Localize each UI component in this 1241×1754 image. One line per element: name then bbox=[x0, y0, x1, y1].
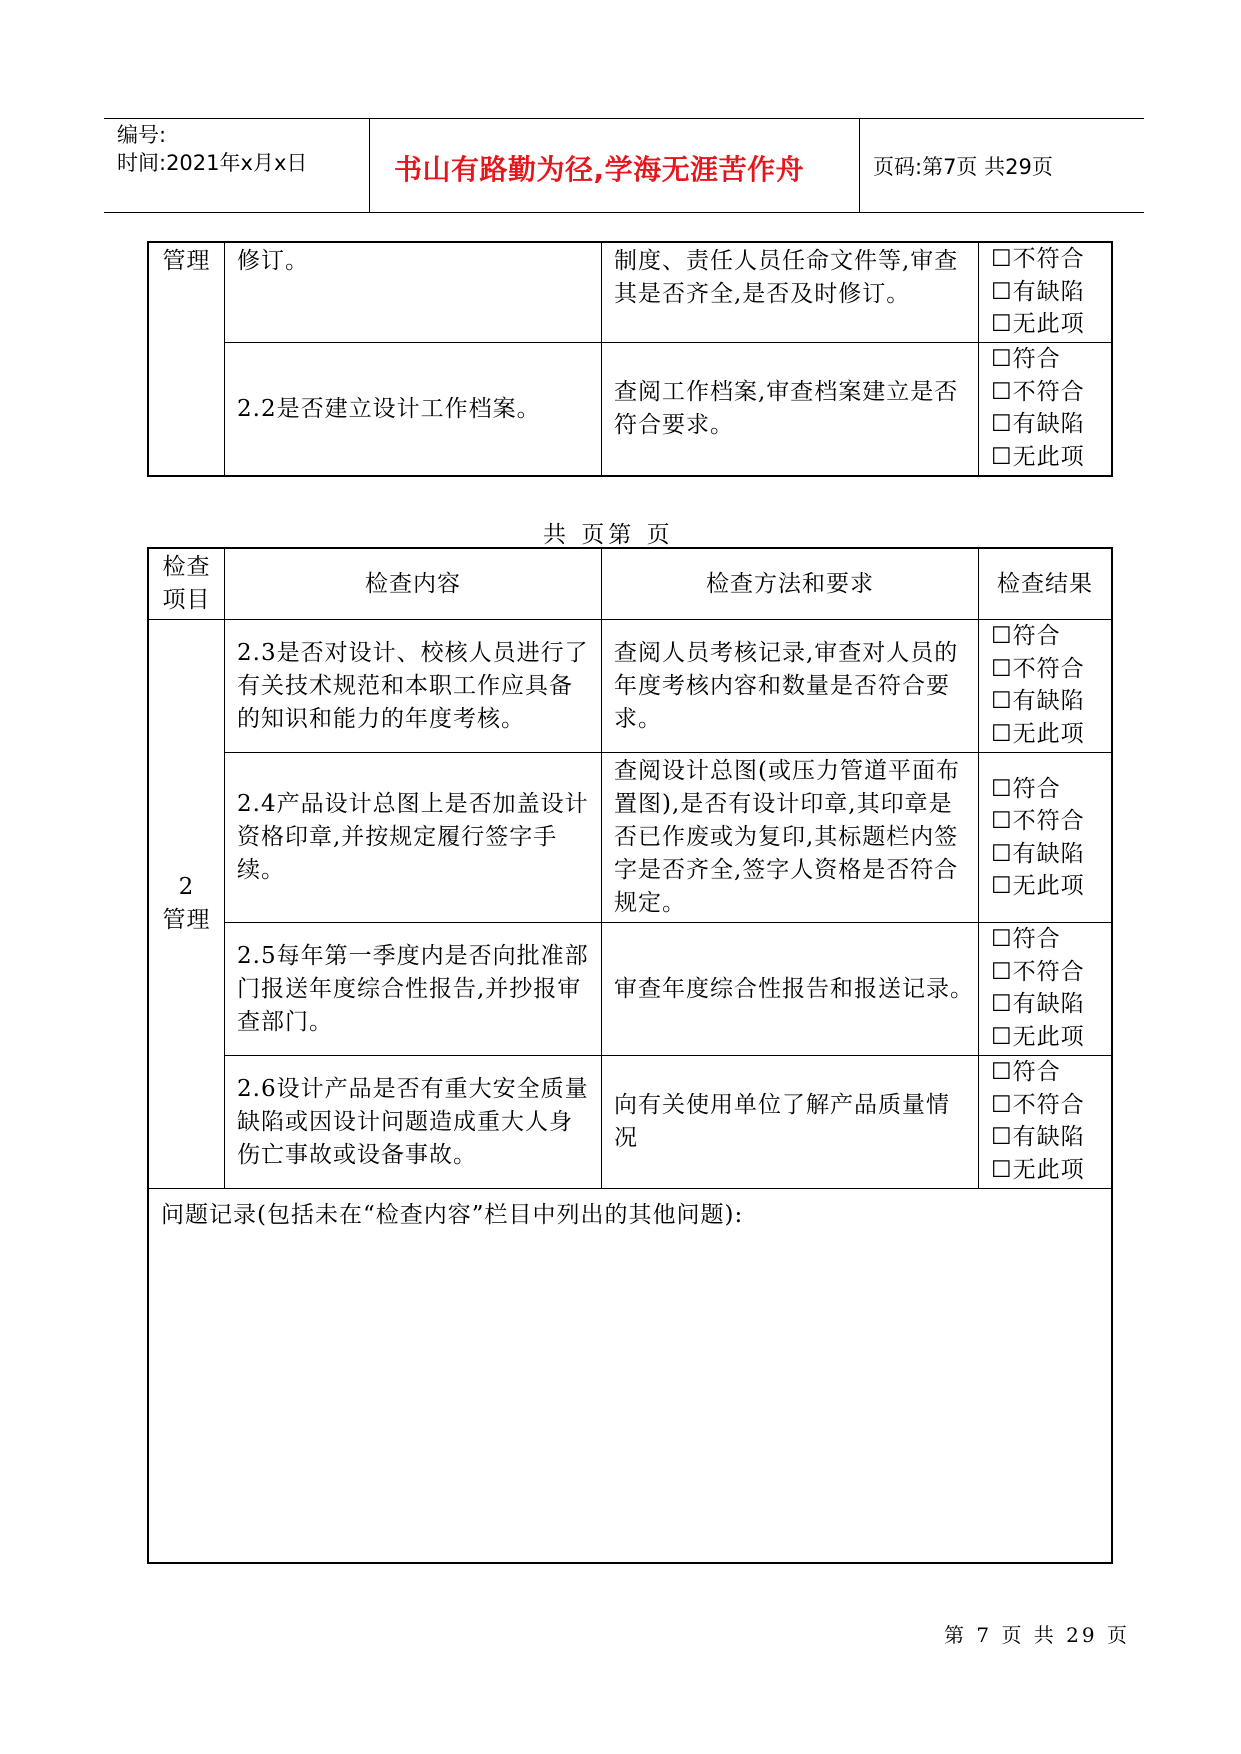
checkbox-option-noncompliant[interactable]: ☐不符合 bbox=[991, 958, 1085, 985]
table-row bbox=[149, 753, 1112, 923]
table-row bbox=[149, 1056, 1112, 1189]
checkbox-option-na[interactable]: ☐无此项 bbox=[991, 1023, 1085, 1050]
header-method: 检查方法和要求 bbox=[602, 549, 979, 620]
checkbox-option-defect[interactable]: ☐有缺陷 bbox=[991, 411, 1085, 437]
document-time: 时间:2021年x月x日 bbox=[117, 151, 308, 175]
checkbox-option-na[interactable]: ☐无此项 bbox=[991, 1156, 1085, 1183]
problem-record-row bbox=[149, 1189, 1112, 1563]
item-label: 管理 bbox=[162, 907, 211, 933]
header-content: 检查内容 bbox=[225, 549, 602, 620]
method-cell: 制度、责任人员任命文件等,审查其是否齐全,是否及时修订。 bbox=[602, 243, 979, 343]
table-row bbox=[149, 620, 1112, 753]
checkbox-option-compliant[interactable]: ☐符合 bbox=[991, 623, 1061, 649]
result-cell bbox=[979, 343, 1112, 476]
checkbox-option-noncompliant[interactable]: ☐不符合 bbox=[991, 246, 1085, 272]
content-cell: 2.6设计产品是否有重大安全质量缺陷或因设计问题造成重大人身伤亡事故或设备事故。 bbox=[225, 1056, 602, 1189]
header-motto: 书山有路勤为径,学海无涯苦作舟 bbox=[394, 153, 805, 186]
result-cell bbox=[979, 923, 1112, 1056]
header-item: 检查项目 bbox=[149, 549, 225, 620]
content-cell: 修订。 bbox=[225, 243, 602, 343]
table-row bbox=[149, 923, 1112, 1056]
method-cell: 查阅人员考核记录,审查对人员的年度考核内容和数量是否符合要求。 bbox=[602, 620, 979, 753]
header-bottom-rule bbox=[104, 212, 1144, 213]
content-cell: 2.5每年第一季度内是否向批准部门报送年度综合性报告,并抄报审查部门。 bbox=[225, 923, 602, 1056]
checkbox-option-na[interactable]: ☐无此项 bbox=[991, 873, 1085, 899]
method-cell: 向有关使用单位了解产品质量情况 bbox=[602, 1056, 979, 1189]
header-divider-left bbox=[369, 118, 370, 213]
checkbox-option-compliant[interactable]: ☐符合 bbox=[991, 926, 1061, 952]
item-number: 2 bbox=[178, 874, 195, 900]
content-cell: 2.3是否对设计、校核人员进行了有关技术规范和本职工作应具备的知识和能力的年度考核。 bbox=[225, 620, 602, 753]
checkbox-option-na[interactable]: ☐无此项 bbox=[991, 311, 1085, 337]
table-row bbox=[149, 243, 1112, 343]
checkbox-option-noncompliant[interactable]: ☐不符合 bbox=[991, 378, 1085, 405]
checkbox-option-defect[interactable]: ☐有缺陷 bbox=[991, 1124, 1085, 1150]
table-header-row bbox=[149, 549, 1112, 620]
checkbox-option-na[interactable]: ☐无此项 bbox=[991, 720, 1085, 747]
checkbox-option-na[interactable]: ☐无此项 bbox=[991, 443, 1085, 470]
header-divider-right bbox=[859, 118, 860, 213]
item-cell: 管理 bbox=[149, 243, 225, 476]
method-cell: 查阅设计总图(或压力管道平面布置图),是否有设计印章,其印章是否已作废或为复印,其标题栏内签字是否齐全,签字人资格是否符合规定。 bbox=[602, 753, 979, 923]
result-cell bbox=[979, 1056, 1112, 1189]
table-row bbox=[149, 343, 1112, 476]
content-cell: 2.4产品设计总图上是否加盖设计资格印章,并按规定履行签字手续。 bbox=[225, 753, 602, 923]
method-cell: 查阅工作档案,审查档案建立是否符合要求。 bbox=[602, 343, 979, 476]
checkbox-option-compliant[interactable]: ☐符合 bbox=[991, 1059, 1061, 1085]
checkbox-option-defect[interactable]: ☐有缺陷 bbox=[991, 991, 1085, 1017]
result-cell bbox=[979, 243, 1112, 343]
checkbox-option-compliant[interactable]: ☐符合 bbox=[991, 346, 1061, 372]
result-cell bbox=[979, 753, 1112, 923]
header-page-info: 页码:第7页 共29页 bbox=[873, 155, 1053, 179]
checkbox-option-defect[interactable]: ☐有缺陷 bbox=[991, 688, 1085, 714]
document-number-label: 编号: bbox=[117, 123, 167, 147]
problem-record-field[interactable]: 问题记录(包括未在“检查内容”栏目中列出的其他问题): bbox=[149, 1189, 1112, 1563]
inspection-table-continued bbox=[148, 242, 1112, 476]
result-cell bbox=[979, 620, 1112, 753]
checkbox-option-defect[interactable]: ☐有缺陷 bbox=[991, 840, 1085, 867]
inspection-table bbox=[148, 548, 1112, 1563]
checkbox-option-noncompliant[interactable]: ☐不符合 bbox=[991, 655, 1085, 682]
method-cell: 审查年度综合性报告和报送记录。 bbox=[602, 923, 979, 1056]
checkbox-option-noncompliant[interactable]: ☐不符合 bbox=[991, 1091, 1085, 1118]
header-result: 检查结果 bbox=[979, 549, 1112, 620]
page-footer: 第 7 页 共 29 页 bbox=[944, 1623, 1130, 1647]
content-cell: 2.2是否建立设计工作档案。 bbox=[225, 343, 602, 476]
checkbox-option-compliant[interactable]: ☐符合 bbox=[991, 775, 1061, 802]
checkbox-option-defect[interactable]: ☐有缺陷 bbox=[991, 278, 1085, 305]
page-counter-blank: 共 页第 页 bbox=[543, 522, 674, 548]
checkbox-option-noncompliant[interactable]: ☐不符合 bbox=[991, 808, 1085, 834]
item-cell bbox=[149, 620, 225, 1189]
header-top-rule bbox=[104, 118, 1144, 119]
